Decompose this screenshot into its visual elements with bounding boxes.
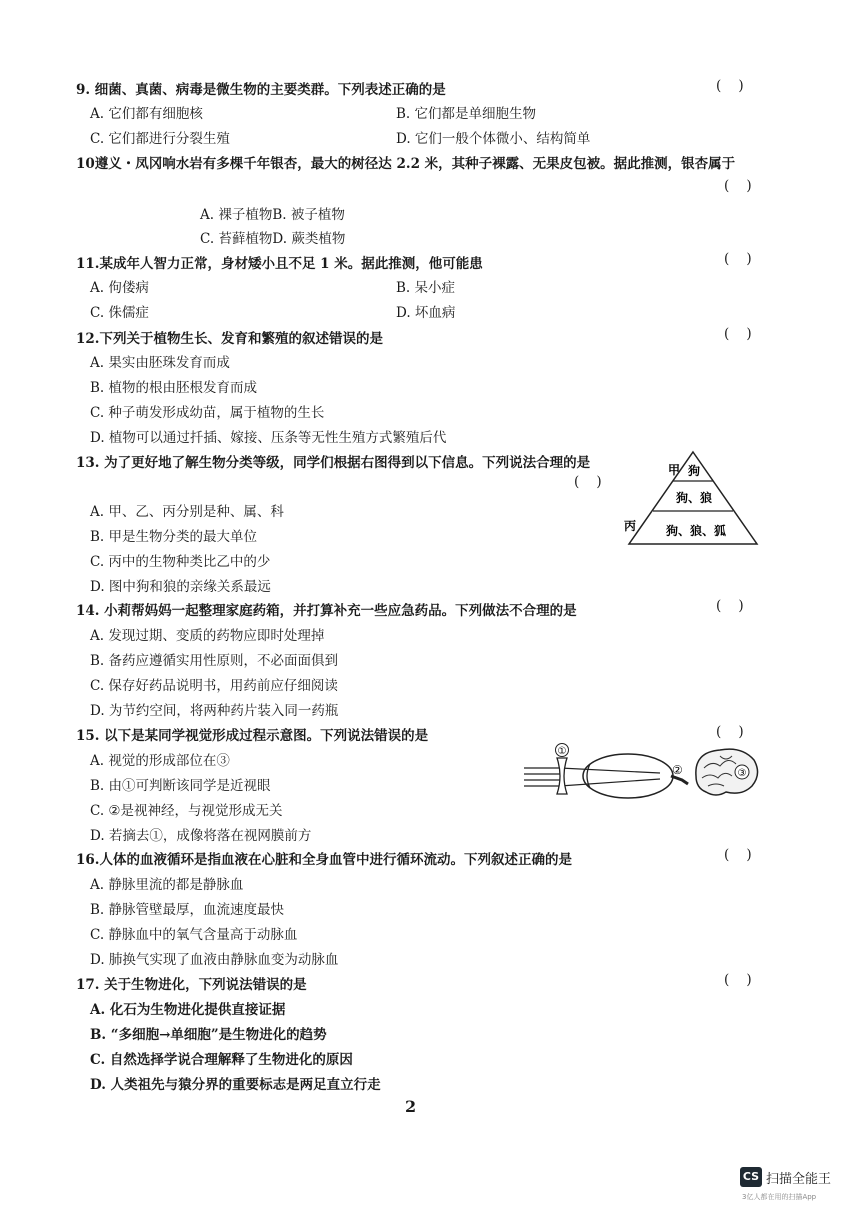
camscanner-logo-icon: CS [740, 1167, 762, 1187]
question-10-options-cd: C. 苔藓植物D. 蕨类植物 [200, 231, 346, 247]
question-13-option-a: A. 甲、乙、丙分别是种、属、科 [90, 504, 284, 520]
question-11-option-d: D. 坏血病 [396, 305, 456, 321]
question-15-option-a: A. 视觉的形成部位在③ [90, 753, 230, 769]
answer-blank-15: ( ) [716, 724, 744, 740]
question-14-option-a: A. 发现过期、变质的药物应即时处理掉 [90, 628, 325, 644]
question-17-option-b: B. “多细胞→单细胞”是生物进化的趋势 [90, 1027, 327, 1043]
page-number: 2 [405, 1097, 417, 1116]
question-15-stem: 15. 以下是某同学视觉形成过程示意图。下列说法错误的是 [76, 728, 429, 744]
question-10-stem: 10遵义・凤冈响水岩有多棵千年银杏，最大的树径达 2.2 米，其种子裸露、无果皮包被。据此推测，银杏属于 [76, 156, 736, 172]
answer-blank-9: ( ) [716, 78, 744, 94]
watermark-title: 扫描全能王 [766, 1172, 832, 1187]
question-9-option-a: A. 它们都有细胞核 [90, 106, 203, 122]
question-13-stem: 13. 为了更好地了解生物分类等级，同学们根据右图得到以下信息。下列说法合理的是 [76, 455, 591, 471]
answer-blank-16: ( ) [724, 847, 752, 863]
marker-3: ③ [737, 768, 747, 779]
marker-2: ② [672, 763, 683, 777]
vision-pathway-diagram [520, 742, 765, 804]
question-15-option-b: B. 由①可判断该同学是近视眼 [90, 778, 271, 794]
classification-pyramid-diagram [620, 448, 765, 548]
question-10-options-ab: A. 裸子植物B. 被子植物 [200, 207, 345, 223]
answer-blank-13: ( ) [574, 474, 602, 490]
question-17-stem: 17. 关于生物进化，下列说法错误的是 [76, 977, 307, 993]
question-16-option-d: D. 肺换气实现了血液由静脉血变为动脉血 [90, 952, 339, 968]
pyramid-label-jia: 甲 [668, 463, 681, 477]
question-9-option-c: C. 它们都进行分裂生殖 [90, 131, 230, 147]
question-14-option-c: C. 保存好药品说明书，用药前应仔细阅读 [90, 678, 338, 694]
question-11-option-b: B. 呆小症 [396, 280, 456, 296]
answer-blank-17: ( ) [724, 972, 752, 988]
question-12-option-c: C. 种子萌发形成幼苗，属于植物的生长 [90, 405, 325, 421]
question-13-option-c: C. 丙中的生物种类比乙中的少 [90, 554, 271, 570]
question-16-option-a: A. 静脉里流的都是静脉血 [90, 877, 244, 893]
answer-blank-14: ( ) [716, 598, 744, 614]
question-16-option-c: C. 静脉血中的氧气含量高于动脉血 [90, 927, 298, 943]
question-16-stem: 16.人体的血液循环是指血液在心脏和全身血管中进行循环流动。下列叙述正确的是 [76, 852, 572, 868]
pyramid-row-1: 狗 [687, 464, 701, 478]
scanner-watermark [740, 1167, 844, 1207]
question-11-stem: 11.某成年人智力正常，身材矮小且不足 1 米。据此推测，他可能患 [76, 256, 483, 272]
question-9-option-b: B. 它们都是单细胞生物 [396, 106, 537, 122]
question-9-option-d: D. 它们一般个体微小、结构简单 [396, 131, 591, 147]
concave-lens-icon [557, 758, 567, 794]
question-14-option-d: D. 为节约空间，将两种药片装入同一药瓶 [90, 703, 339, 719]
answer-blank-12: ( ) [724, 326, 752, 342]
question-16-option-b: B. 静脉管壁最厚，血流速度最快 [90, 902, 285, 918]
question-13-option-b: B. 甲是生物分类的最大单位 [90, 529, 258, 545]
question-17-option-d: D. 人类祖先与猿分界的重要标志是两足直立行走 [90, 1077, 381, 1093]
question-11-option-c: C. 侏儒症 [90, 305, 149, 321]
eyeball-icon [583, 754, 673, 798]
question-11-option-a: A. 佝偻病 [90, 280, 149, 296]
pyramid-row-3: 狗、狼、狐 [665, 524, 727, 538]
question-12-stem: 12.下列关于植物生长、发育和繁殖的叙述错误的是 [76, 331, 383, 347]
question-13-option-d: D. 图中狗和狼的亲缘关系最远 [90, 579, 271, 595]
light-rays [524, 768, 660, 786]
question-14-stem: 14. 小莉帮妈妈一起整理家庭药箱，并打算补充一些应急药品。下列做法不合理的是 [76, 603, 577, 619]
question-17-option-c: C. 自然选择学说合理解释了生物进化的原因 [90, 1052, 353, 1068]
optic-nerve-icon [671, 776, 688, 784]
question-9-stem: 9. 细菌、真菌、病毒是微生物的主要类群。下列表述正确的是 [76, 82, 446, 98]
question-14-option-b: B. 备药应遵循实用性原则，不必面面俱到 [90, 653, 339, 669]
question-12-option-b: B. 植物的根由胚根发育而成 [90, 380, 258, 396]
question-15-option-d: D. 若摘去①，成像将落在视网膜前方 [90, 828, 312, 844]
pyramid-row-2: 狗、狼 [675, 491, 713, 505]
answer-blank-10: ( ) [724, 178, 752, 194]
question-12-option-d: D. 植物可以通过扦插、嫁接、压条等无性生殖方式繁殖后代 [90, 430, 447, 446]
question-12-option-a: A. 果实由胚珠发育而成 [90, 355, 230, 371]
question-17-option-a: A. 化石为生物进化提供直接证据 [90, 1002, 286, 1018]
question-15-option-c: C. ②是视神经，与视觉形成无关 [90, 803, 283, 819]
answer-blank-11: ( ) [724, 251, 752, 267]
marker-1: ① [557, 746, 567, 757]
watermark-subtitle: 3亿人都在用的扫描App [742, 1193, 817, 1201]
pyramid-label-bing: 丙 [624, 519, 637, 533]
